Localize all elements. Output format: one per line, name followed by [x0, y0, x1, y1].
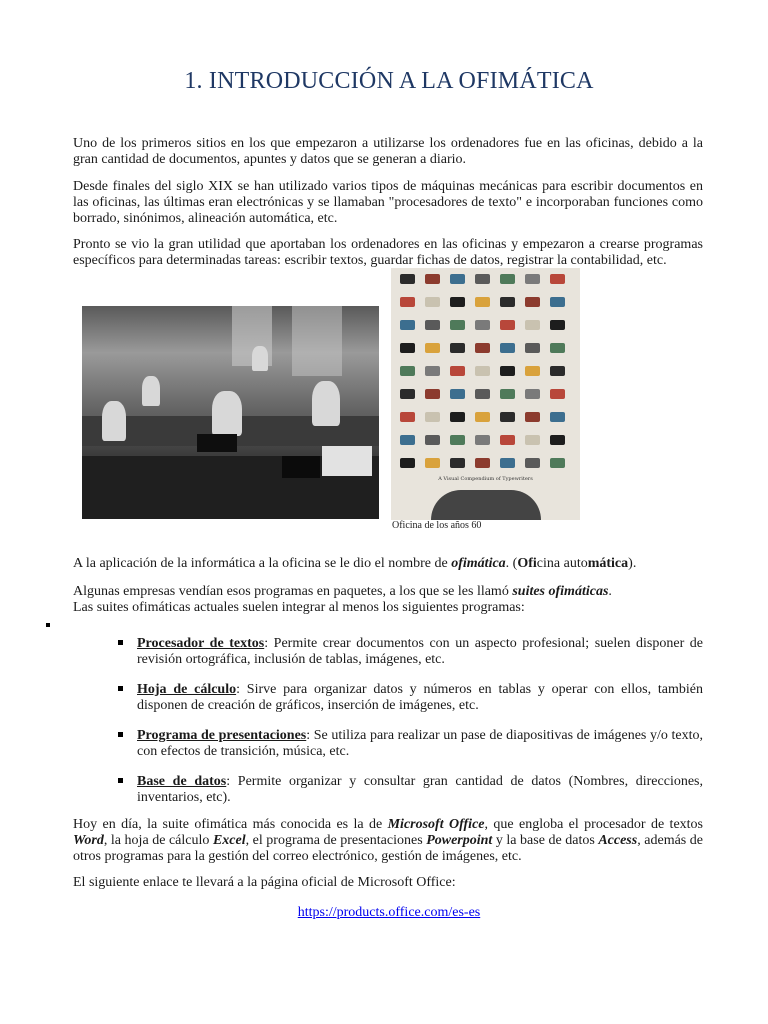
- typewriter-thumbnail: [475, 343, 490, 353]
- typewriter-thumbnail: [400, 389, 415, 399]
- typewriter-thumbnail: [425, 343, 440, 353]
- typewriter-thumbnail: [400, 274, 415, 284]
- typewriter-thumbnail: [400, 343, 415, 353]
- typewriter-thumbnail: [550, 274, 565, 284]
- typewriter-thumbnail: [500, 366, 515, 376]
- office-link[interactable]: https://products.office.com/es-es: [297, 905, 481, 920]
- typewriter-thumbnail: [525, 389, 540, 399]
- typewriter-thumbnail: [400, 435, 415, 445]
- paragraph-office: Hoy en día, la suite ofimática más conocida es la de Microsoft Office, que engloba el procesador de textos Word, la hoja de cálculo Excel, el programa de presentaciones Powerpoint y la base de datos Access, además de otros programas para la gestión del correo electrónico, gestión de imágenes, etc.: [73, 817, 704, 864]
- typewriter-thumbnail: [525, 343, 540, 353]
- typewriter-thumbnail: [425, 297, 440, 307]
- paragraph-intro: Uno de los primeros sitios en los que empezaron a utilizarse los ordenadores fue en las oficinas, debido a la gran cantidad de documentos, apuntes y datos que se generan a diario.: [73, 136, 703, 167]
- typewriter-thumbnail: [400, 366, 415, 376]
- typewriter-thumbnail: [500, 435, 515, 445]
- typewriter-thumbnail: [450, 297, 465, 307]
- typewriter-thumbnail: [550, 412, 565, 422]
- paragraph-programs: Pronto se vio la gran utilidad que aportaban los ordenadores en las oficinas y empezaron a crearse programas específicos para determinadas tareas: escribir textos, guardar fichas de datos, registrar la contabilidad, etc.: [73, 237, 703, 268]
- typewriter-thumbnail: [550, 458, 565, 468]
- typewriter-thumbnail: [475, 297, 490, 307]
- typewriter-thumbnail: [525, 320, 540, 330]
- paragraph-suites: Algunas empresas vendían esos programas en paquetes, a los que se les llamó suites ofimáticas. Las suites ofimáticas actuales suelen integrar al menos los siguientes programas:: [73, 584, 612, 615]
- typewriter-thumbnail: [525, 412, 540, 422]
- typewriter-thumbnail: [500, 458, 515, 468]
- paragraph-ofimatica: A la aplicación de la informática a la oficina se le dio el nombre de ofimática. (Oficina automática).: [73, 556, 637, 571]
- typewriter-thumbnail: [550, 343, 565, 353]
- typewriter-thumbnail: [425, 366, 440, 376]
- typewriter-thumbnail: [475, 458, 490, 468]
- typewriter-thumbnail: [475, 412, 490, 422]
- paragraph-link-intro: El siguiente enlace te llevará a la página oficial de Microsoft Office:: [73, 875, 456, 890]
- list-item: Hoja de cálculo: Sirve para organizar datos y números en tablas y operar con ellos, también disponen de creación de gráficos, inserción de imágenes, etc.: [137, 682, 703, 713]
- list-item: Programa de presentaciones: Se utiliza para realizar un pase de diapositivas de imágenes y/o texto, con efectos de transición, música, etc.: [137, 728, 703, 759]
- poster-title: A Visual Compendium of Typewriters: [438, 476, 533, 482]
- typewriter-thumbnail: [500, 389, 515, 399]
- typewriter-thumbnail: [450, 435, 465, 445]
- typewriter-thumbnail: [550, 297, 565, 307]
- typewriter-thumbnail: [500, 343, 515, 353]
- typewriter-thumbnail: [475, 274, 490, 284]
- typewriter-thumbnail: [475, 435, 490, 445]
- typewriter-thumbnail: [550, 366, 565, 376]
- link-row: [0, 905, 768, 921]
- typewriter-thumbnail: [525, 458, 540, 468]
- bullet-icon: [118, 686, 123, 691]
- typewriter-thumbnail: [550, 389, 565, 399]
- typewriter-thumbnail: [525, 274, 540, 284]
- typewriter-thumbnail: [500, 320, 515, 330]
- term-suites: suites ofimáticas: [512, 584, 609, 599]
- bullet-icon: [118, 778, 123, 783]
- bullet-icon: [118, 640, 123, 645]
- office-photo: [82, 306, 379, 519]
- typewriter-thumbnail: [425, 412, 440, 422]
- typewriter-poster: [391, 268, 580, 520]
- typewriter-thumbnail: [425, 389, 440, 399]
- typewriter-thumbnail: [525, 366, 540, 376]
- typewriter-thumbnail: [475, 366, 490, 376]
- typewriter-thumbnail: [475, 389, 490, 399]
- typewriter-thumbnail: [400, 412, 415, 422]
- typewriter-thumbnail: [425, 458, 440, 468]
- list-item: Procesador de textos: Permite crear documentos con un aspecto profesional; suelen disponer de revisión ortográfica, inclusión de tablas, imágenes, etc.: [137, 636, 703, 667]
- term-ofimatica: ofimática: [451, 556, 506, 571]
- typewriter-thumbnail: [425, 320, 440, 330]
- typewriter-thumbnail: [475, 320, 490, 330]
- typewriter-thumbnail: [500, 412, 515, 422]
- typewriter-thumbnail: [550, 435, 565, 445]
- typewriter-thumbnail: [450, 458, 465, 468]
- typewriter-thumbnail: [500, 297, 515, 307]
- typewriter-thumbnail: [425, 274, 440, 284]
- typewriter-thumbnail: [450, 389, 465, 399]
- page-title: 1. INTRODUCCIÓN A LA OFIMÁTICA: [184, 68, 594, 94]
- typewriter-thumbnail: [500, 274, 515, 284]
- typewriter-thumbnail: [400, 320, 415, 330]
- typewriter-thumbnail: [450, 320, 465, 330]
- typewriter-illustration: [431, 490, 541, 520]
- typewriter-thumbnail: [450, 412, 465, 422]
- paragraph-history: Desde finales del siglo XIX se han utilizado varios tipos de máquinas mecánicas para escribir documentos en las oficinas, las últimas eran electrónicas y se llamaban "procesadores de texto" e incorporaban funciones como borrado, sinónimos, alineación automática, etc.: [73, 179, 703, 226]
- typewriter-thumbnail: [525, 435, 540, 445]
- empty-bullet: [46, 623, 50, 627]
- typewriter-thumbnail: [425, 435, 440, 445]
- bullet-icon: [118, 732, 123, 737]
- typewriter-thumbnail: [550, 320, 565, 330]
- typewriter-thumbnail: [450, 366, 465, 376]
- typewriter-thumbnail: [400, 297, 415, 307]
- typewriter-thumbnail: [450, 343, 465, 353]
- typewriter-thumbnail: [525, 297, 540, 307]
- list-item: Base de datos: Permite organizar y consultar gran cantidad de datos (Nombres, direcciones, inventarios, etc).: [137, 774, 703, 805]
- typewriter-thumbnail: [400, 458, 415, 468]
- figure-caption: Oficina de los años 60: [392, 520, 482, 531]
- typewriter-thumbnail: [450, 274, 465, 284]
